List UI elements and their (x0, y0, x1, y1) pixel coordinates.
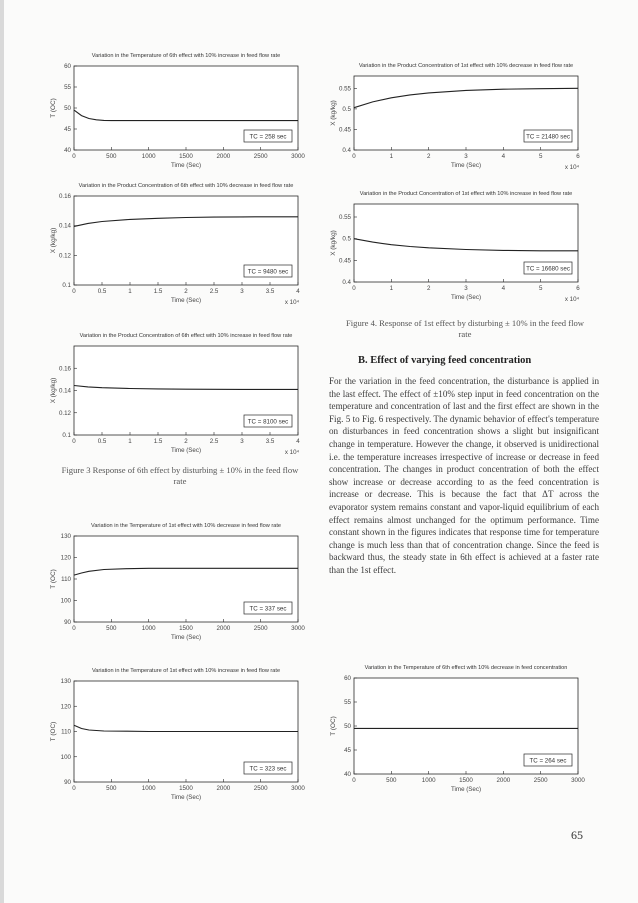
x-tick-label: 1500 (459, 777, 473, 784)
chart-title: Variation in the Temperature of 1st effect with 10% decrease in feed flow rate (91, 523, 281, 529)
chart-title: Variation in the Temperature of 6th effect with 10% increase in feed flow rate (91, 53, 281, 59)
x-axis-label: Time (Sec) (450, 162, 482, 169)
y-tick-label: 120 (60, 703, 71, 711)
y-axis-label: X (kg/kg) (330, 230, 337, 256)
x-tick-label: 2000 (216, 625, 231, 632)
x-tick-label: 2 (184, 438, 188, 445)
y-tick-label: 100 (60, 597, 71, 605)
x-axis-label: Time (Sec) (170, 297, 202, 304)
x-tick-label: 0 (352, 777, 356, 784)
y-tick-label: 110 (61, 576, 71, 583)
x-tick-label: 4 (296, 288, 300, 295)
x-tick-label: 2000 (216, 785, 231, 792)
y-tick-label: 0.45 (338, 126, 351, 134)
chart-svg (46, 663, 306, 808)
y-tick-label: 130 (60, 678, 71, 685)
y-tick-label: 0.14 (58, 222, 71, 230)
x-tick-label: 0 (352, 285, 356, 292)
y-tick-label: 130 (60, 533, 71, 540)
x-axis-label: Time (Sec) (450, 294, 482, 301)
x-tick-label: 2 (426, 153, 431, 160)
body-paragraph: For the variation in the feed concentration, the disturbance is applied in the last effect. The effect of ±10% step input in feed concentration on the temperature and concentration of last and the first effect are shown in the Fig. 5 to Fig. 6 respectively. The dynamic behavior of effect's temperature on disturbances in feed concentration shows a slight but insignificant change in temperature. However the change, it observed is unidirectional i.e. the temperature increases irrespective of increase or decrease in feed concentration. The changes in product concentration of both the effect show increase or decrease according to as the feed concentration is increase or decrease. This is because the fact that ΔT across the evaporator system remains constant and vapor-liquid equilibrium of each effect remains almost unchanged for the optimum performance. Time constant shown in the figures indicates that response time for temperature change is much less than that of concentration change. Since the feed is backward thus, the steady state in 6th effect is achieved at a faster rate than the 1st effect. (329, 376, 599, 575)
x-tick-label: 3.5 (265, 438, 275, 445)
x-tick-label: 5 (538, 285, 543, 292)
y-tick-label: 40 (344, 771, 351, 778)
x-axis-label: Time (Sec) (170, 634, 202, 641)
x-tick-label: 2500 (253, 153, 268, 160)
figure-chart (46, 48, 306, 176)
x-tick-label: 0 (72, 153, 76, 160)
x-tick-label: 1 (389, 153, 394, 160)
x-tick-label: 2000 (496, 777, 511, 784)
x-tick-label: 0 (72, 625, 76, 632)
x-tick-label: 3000 (291, 153, 305, 160)
chart-title: Variation in the Temperature of 1st effect with 10% increase in feed flow rate (91, 668, 281, 674)
tc-annotation: TC = 258 sec (249, 133, 287, 141)
y-tick-label: 0.16 (58, 193, 71, 200)
x-tick-label: 3 (240, 288, 244, 295)
x-axis-label: Time (Sec) (170, 162, 202, 169)
tc-annotation: TC = 337 sec (249, 605, 287, 613)
x-tick-label: 1500 (179, 785, 193, 792)
y-axis-label: T (OC) (50, 721, 57, 742)
x-axis-label: Time (Sec) (170, 794, 202, 801)
chart-svg (46, 48, 306, 176)
x-exponent: x 10⁴ (564, 164, 580, 171)
chart-svg (46, 328, 306, 461)
y-tick-label: 0.55 (338, 214, 351, 221)
y-axis-label: X (kg/kg) (330, 100, 337, 126)
figure-chart (46, 518, 306, 648)
x-tick-label: 1000 (421, 777, 436, 784)
y-tick-label: 45 (64, 126, 71, 133)
y-tick-label: 0.14 (58, 387, 71, 395)
y-tick-label: 55 (344, 699, 351, 706)
x-tick-label: 3.5 (265, 288, 275, 295)
chart-title: Variation in the Temperature of 6th effect with 10% decrease in feed concentration (364, 665, 568, 671)
x-tick-label: 0 (72, 785, 76, 792)
y-tick-label: 0.12 (58, 409, 71, 417)
x-tick-label: 0 (352, 153, 356, 160)
x-exponent: x 10⁴ (284, 299, 300, 306)
x-tick-label: 500 (106, 625, 117, 632)
x-tick-label: 2500 (533, 777, 548, 784)
x-tick-label: 3000 (291, 785, 305, 792)
x-tick-label: 1 (128, 438, 132, 445)
x-tick-label: 1 (389, 285, 394, 292)
chart-title: Variation in the Product Concentration of 1st effect with 10% increase in feed flow rate (359, 191, 573, 197)
scan-edge (0, 0, 4, 903)
y-axis-label: T (OC) (330, 716, 337, 736)
y-tick-label: 90 (64, 779, 71, 786)
chart-svg (46, 518, 306, 648)
x-tick-label: 2500 (253, 785, 268, 792)
y-tick-label: 55 (64, 84, 71, 91)
x-tick-label: 4 (501, 153, 506, 160)
x-tick-label: 1500 (179, 153, 193, 160)
y-tick-label: 0.55 (338, 85, 351, 93)
x-tick-label: 3 (464, 153, 468, 160)
x-tick-label: 1.5 (153, 288, 163, 295)
y-tick-label: 0.4 (342, 147, 351, 154)
y-tick-label: 60 (344, 675, 351, 682)
page-number: 65 (571, 828, 583, 842)
chart-title: Variation in the Product Concentration of 1st effect with 10% decrease in feed flow rate (358, 63, 574, 69)
figure-chart (326, 186, 586, 308)
x-tick-label: 500 (386, 777, 397, 784)
x-tick-label: 3 (464, 285, 468, 292)
y-tick-label: 0.5 (342, 105, 351, 113)
x-tick-label: 500 (106, 785, 117, 792)
x-tick-label: 2500 (253, 625, 268, 632)
x-axis-label: Time (Sec) (170, 447, 202, 454)
chart-svg (326, 186, 586, 308)
x-tick-label: 4 (501, 285, 506, 292)
figure4-caption: Figure 4. Response of 1st effect by disturbing ± 10% in the feed flow rate (346, 318, 584, 339)
y-tick-label: 0.12 (58, 252, 71, 260)
tc-annotation: TC = 323 sec (249, 765, 287, 773)
x-exponent: x 10⁴ (564, 296, 580, 303)
y-tick-label: 60 (64, 63, 71, 70)
tc-annotation: TC = 16680 sec (526, 265, 570, 273)
y-tick-label: 100 (60, 753, 71, 761)
figure-chart (46, 328, 306, 461)
y-tick-label: 50 (344, 723, 351, 730)
x-tick-label: 500 (106, 153, 117, 160)
section-heading: B. Effect of varying feed concentration (358, 355, 532, 366)
x-tick-label: 3 (240, 438, 244, 445)
chart-svg (326, 58, 586, 176)
x-tick-label: 1000 (141, 785, 156, 792)
figure-chart (46, 663, 306, 808)
figure-chart (46, 178, 306, 311)
y-tick-label: 50 (64, 105, 71, 112)
figure3-caption: Figure 3 Response of 6th effect by disturbing ± 10% in the feed flow rate (61, 465, 299, 486)
x-tick-label: 2 (426, 285, 431, 292)
x-tick-label: 1 (128, 288, 132, 295)
y-tick-label: 0.16 (58, 365, 71, 373)
x-tick-label: 1500 (179, 625, 193, 632)
chart-title: Variation in the Product Concentration of 6th effect with 10% decrease in feed flow rate (78, 183, 294, 189)
y-tick-label: 0.45 (338, 257, 351, 265)
tc-annotation: TC = 264 sec (529, 757, 567, 765)
y-tick-label: 0.4 (342, 279, 351, 286)
x-tick-label: 6 (576, 285, 580, 292)
tc-annotation: TC = 21480 sec (526, 133, 570, 141)
x-tick-label: 1.5 (153, 438, 163, 445)
y-tick-label: 45 (344, 747, 351, 754)
x-tick-label: 1000 (141, 625, 156, 632)
y-tick-label: 90 (64, 619, 71, 626)
x-tick-label: 0 (72, 438, 76, 445)
y-tick-label: 0.1 (62, 282, 71, 289)
x-tick-label: 2.5 (209, 438, 219, 445)
x-tick-label: 3000 (291, 625, 305, 632)
x-tick-label: 2 (184, 288, 188, 295)
y-tick-label: 0.5 (342, 235, 351, 243)
x-tick-label: 3000 (571, 777, 585, 784)
y-axis-label: T (OC) (50, 98, 57, 118)
figure-chart (326, 660, 586, 800)
x-axis-label: Time (Sec) (450, 786, 482, 793)
x-exponent: x 10⁴ (284, 449, 300, 456)
x-tick-label: 0.5 (97, 288, 107, 295)
x-tick-label: 4 (296, 438, 300, 445)
tc-annotation: TC = 8100 sec (247, 418, 289, 426)
x-tick-label: 0.5 (97, 438, 107, 445)
figure-chart (326, 58, 586, 176)
x-tick-label: 2.5 (209, 288, 219, 295)
y-tick-label: 120 (60, 554, 71, 562)
y-axis-label: X (kg/kg) (50, 227, 57, 254)
y-tick-label: 40 (64, 147, 71, 154)
x-tick-label: 5 (538, 153, 543, 160)
x-tick-label: 1000 (141, 153, 156, 160)
tc-annotation: TC = 9480 sec (247, 268, 289, 276)
chart-svg (326, 660, 586, 800)
x-tick-label: 0 (72, 288, 76, 295)
x-tick-label: 2000 (216, 153, 231, 160)
chart-svg (46, 178, 306, 311)
y-tick-label: 110 (61, 728, 71, 736)
y-axis-label: T (OC) (50, 569, 57, 589)
chart-title: Variation in the Product Concentration of 6th effect with 10% increase in feed flow rate (79, 333, 293, 339)
y-tick-label: 0.1 (62, 432, 71, 439)
x-tick-label: 6 (576, 153, 580, 160)
y-axis-label: X (kg/kg) (50, 377, 57, 404)
